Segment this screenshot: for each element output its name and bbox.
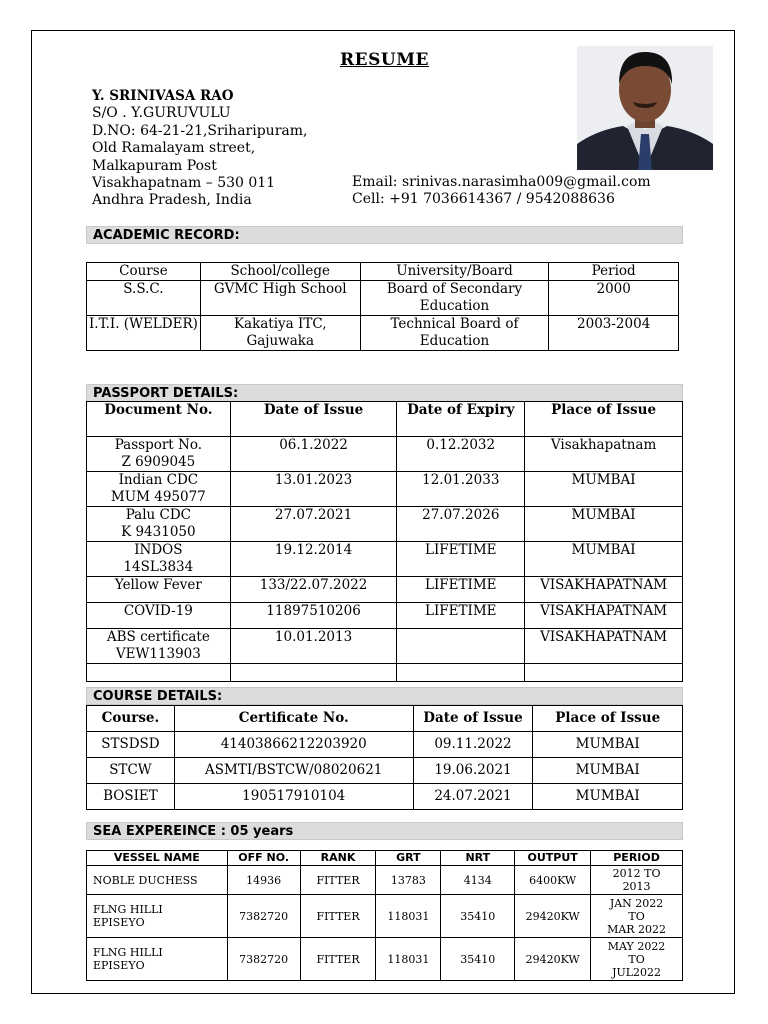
table-header: Course.: [87, 706, 175, 732]
address-line: Malkapuram Post: [92, 157, 217, 174]
table-header-row: [87, 402, 683, 437]
table-cell: 133/22.07.2022: [230, 577, 397, 603]
table-row: [87, 542, 683, 577]
table-cell: MUMBAI: [533, 732, 683, 758]
section-academic-record: ACADEMIC RECORD:: [86, 226, 683, 244]
table-cell: MUMBAI: [525, 472, 683, 507]
table-cell: Palu CDC K 9431050: [87, 507, 231, 542]
table-row: [87, 938, 683, 981]
table-header-row: [87, 851, 683, 866]
table-cell: ABS certificate VEW113903: [87, 629, 231, 664]
address-line: Old Ramalayam street,: [92, 140, 256, 157]
table-header: School/college: [200, 263, 360, 281]
section-course-details: COURSE DETAILS:: [86, 687, 683, 705]
table-row: [87, 758, 683, 784]
email: Email: srinivas.narasimha009@gmail.com: [352, 174, 651, 190]
table-row: [87, 732, 683, 758]
table-header: Course: [87, 263, 201, 281]
table-header: PERIOD: [591, 851, 683, 866]
table-cell: 13783: [376, 866, 441, 895]
table-cell: COVID-19: [87, 603, 231, 629]
table-cell: ASMTI/BSTCW/08020621: [174, 758, 413, 784]
table-row: [87, 316, 679, 351]
table-header-row: [87, 263, 679, 281]
table-cell: FITTER: [300, 895, 376, 938]
table-cell: 190517910104: [174, 784, 413, 810]
table-header: University/Board: [360, 263, 549, 281]
table-cell: 6400KW: [515, 866, 591, 895]
table-cell: 0.12.2032: [397, 437, 525, 472]
table-row: [87, 577, 683, 603]
table-cell: VISAKHAPATNAM: [525, 603, 683, 629]
profile-photo: [577, 46, 713, 170]
table-row: [87, 664, 683, 682]
table-cell: Kakatiya ITC, Gajuwaka: [200, 316, 360, 351]
table-cell: 41403866212203920: [174, 732, 413, 758]
table-row: [87, 437, 683, 472]
table-header: OUTPUT: [515, 851, 591, 866]
candidate-name: Y. SRINIVASA RAO: [92, 88, 234, 104]
table-header: Place of Issue: [525, 402, 683, 437]
table-row: [87, 603, 683, 629]
resume-title: RESUME: [340, 50, 429, 70]
table-cell: INDOS 14SL3834: [87, 542, 231, 577]
table-cell: 35410: [441, 938, 515, 981]
section-passport-details: PASSPORT DETAILS:: [86, 384, 683, 402]
table-cell: BOSIET: [87, 784, 175, 810]
table-cell: VISAKHAPATNAM: [525, 629, 683, 664]
academic-table: [86, 262, 679, 351]
table-cell: 4134: [441, 866, 515, 895]
table-cell: [397, 629, 525, 664]
table-cell: 14936: [227, 866, 300, 895]
table-cell: Technical Board of Education: [360, 316, 549, 351]
table-header: Document No.: [87, 402, 231, 437]
table-cell: 27.07.2021: [230, 507, 397, 542]
table-row: [87, 866, 683, 895]
section-sea-experience: [86, 822, 683, 840]
table-cell: 24.07.2021: [413, 784, 533, 810]
table-cell: Indian CDC MUM 495077: [87, 472, 231, 507]
table-header: Date of Issue: [230, 402, 397, 437]
table-cell: I.T.I. (WELDER): [87, 316, 201, 351]
table-cell: [397, 664, 525, 682]
table-cell: 19.12.2014: [230, 542, 397, 577]
table-cell: LIFETIME: [397, 577, 525, 603]
table-header: GRT: [376, 851, 441, 866]
table-header: Certificate No.: [174, 706, 413, 732]
table-cell: 19.06.2021: [413, 758, 533, 784]
table-cell: MUMBAI: [525, 507, 683, 542]
table-row: [87, 507, 683, 542]
table-cell: MAY 2022 TO JUL2022: [591, 938, 683, 981]
table-cell: MUMBAI: [533, 758, 683, 784]
sea-experience-years: : 05 years: [216, 824, 294, 839]
table-row: [87, 895, 683, 938]
table-cell: 10.01.2013: [230, 629, 397, 664]
table-row: [87, 281, 679, 316]
table-cell: STCW: [87, 758, 175, 784]
table-row: [87, 784, 683, 810]
table-cell: FITTER: [300, 866, 376, 895]
table-cell: FLNG HILLI EPISEYO: [87, 938, 228, 981]
table-cell: VISAKHAPATNAM: [525, 577, 683, 603]
table-cell: NOBLE DUCHESS: [87, 866, 228, 895]
table-cell: Visakhapatnam: [525, 437, 683, 472]
table-cell: 11897510206: [230, 603, 397, 629]
table-cell: 2003-2004: [549, 316, 679, 351]
table-header: Period: [549, 263, 679, 281]
table-cell: Board of Secondary Education: [360, 281, 549, 316]
table-cell: [230, 664, 397, 682]
table-cell: S.S.C.: [87, 281, 201, 316]
course-table: [86, 705, 683, 810]
table-cell: FLNG HILLI EPISEYO: [87, 895, 228, 938]
table-cell: MUMBAI: [525, 542, 683, 577]
table-cell: STSDSD: [87, 732, 175, 758]
table-cell: 2012 TO 2013: [591, 866, 683, 895]
table-row: [87, 472, 683, 507]
table-cell: JAN 2022 TO MAR 2022: [591, 895, 683, 938]
table-cell: GVMC High School: [200, 281, 360, 316]
address-line: D.NO: 64-21-21,Sriharipuram,: [92, 122, 308, 139]
table-cell: 118031: [376, 938, 441, 981]
table-cell: 09.11.2022: [413, 732, 533, 758]
table-header: NRT: [441, 851, 515, 866]
table-cell: 13.01.2023: [230, 472, 397, 507]
sea-experience-label: SEA EXPEREINCE: [93, 824, 217, 839]
contact-block: [352, 174, 651, 209]
address-block: [92, 88, 307, 210]
table-cell: [525, 664, 683, 682]
profile-photo-image: [577, 46, 713, 170]
table-header: Date of Issue: [413, 706, 533, 732]
table-header: VESSEL NAME: [87, 851, 228, 866]
table-cell: 06.1.2022: [230, 437, 397, 472]
table-row: [87, 629, 683, 664]
cell-phone: Cell: +91 7036614367 / 9542088636: [352, 191, 615, 208]
table-cell: LIFETIME: [397, 542, 525, 577]
table-header: RANK: [300, 851, 376, 866]
table-cell: 12.01.2033: [397, 472, 525, 507]
table-cell: Yellow Fever: [87, 577, 231, 603]
table-cell: 35410: [441, 895, 515, 938]
sea-experience-table: [86, 850, 683, 981]
table-header: OFF NO.: [227, 851, 300, 866]
table-cell: Passport No. Z 6909045: [87, 437, 231, 472]
address-line: Visakhapatnam – 530 011: [92, 175, 276, 192]
table-cell: 29420KW: [515, 895, 591, 938]
table-cell: 7382720: [227, 938, 300, 981]
table-cell: MUMBAI: [533, 784, 683, 810]
table-header: Date of Expiry: [397, 402, 525, 437]
table-cell: [87, 664, 231, 682]
passport-table: [86, 401, 683, 682]
address-line: S/O . Y.GURUVULU: [92, 105, 231, 122]
table-cell: 2000: [549, 281, 679, 316]
table-cell: 118031: [376, 895, 441, 938]
table-header: Place of Issue: [533, 706, 683, 732]
table-cell: 29420KW: [515, 938, 591, 981]
address-line: Andhra Pradesh, India: [92, 192, 252, 209]
table-header-row: [87, 706, 683, 732]
table-cell: LIFETIME: [397, 603, 525, 629]
table-cell: FITTER: [300, 938, 376, 981]
table-cell: 27.07.2026: [397, 507, 525, 542]
table-cell: 7382720: [227, 895, 300, 938]
